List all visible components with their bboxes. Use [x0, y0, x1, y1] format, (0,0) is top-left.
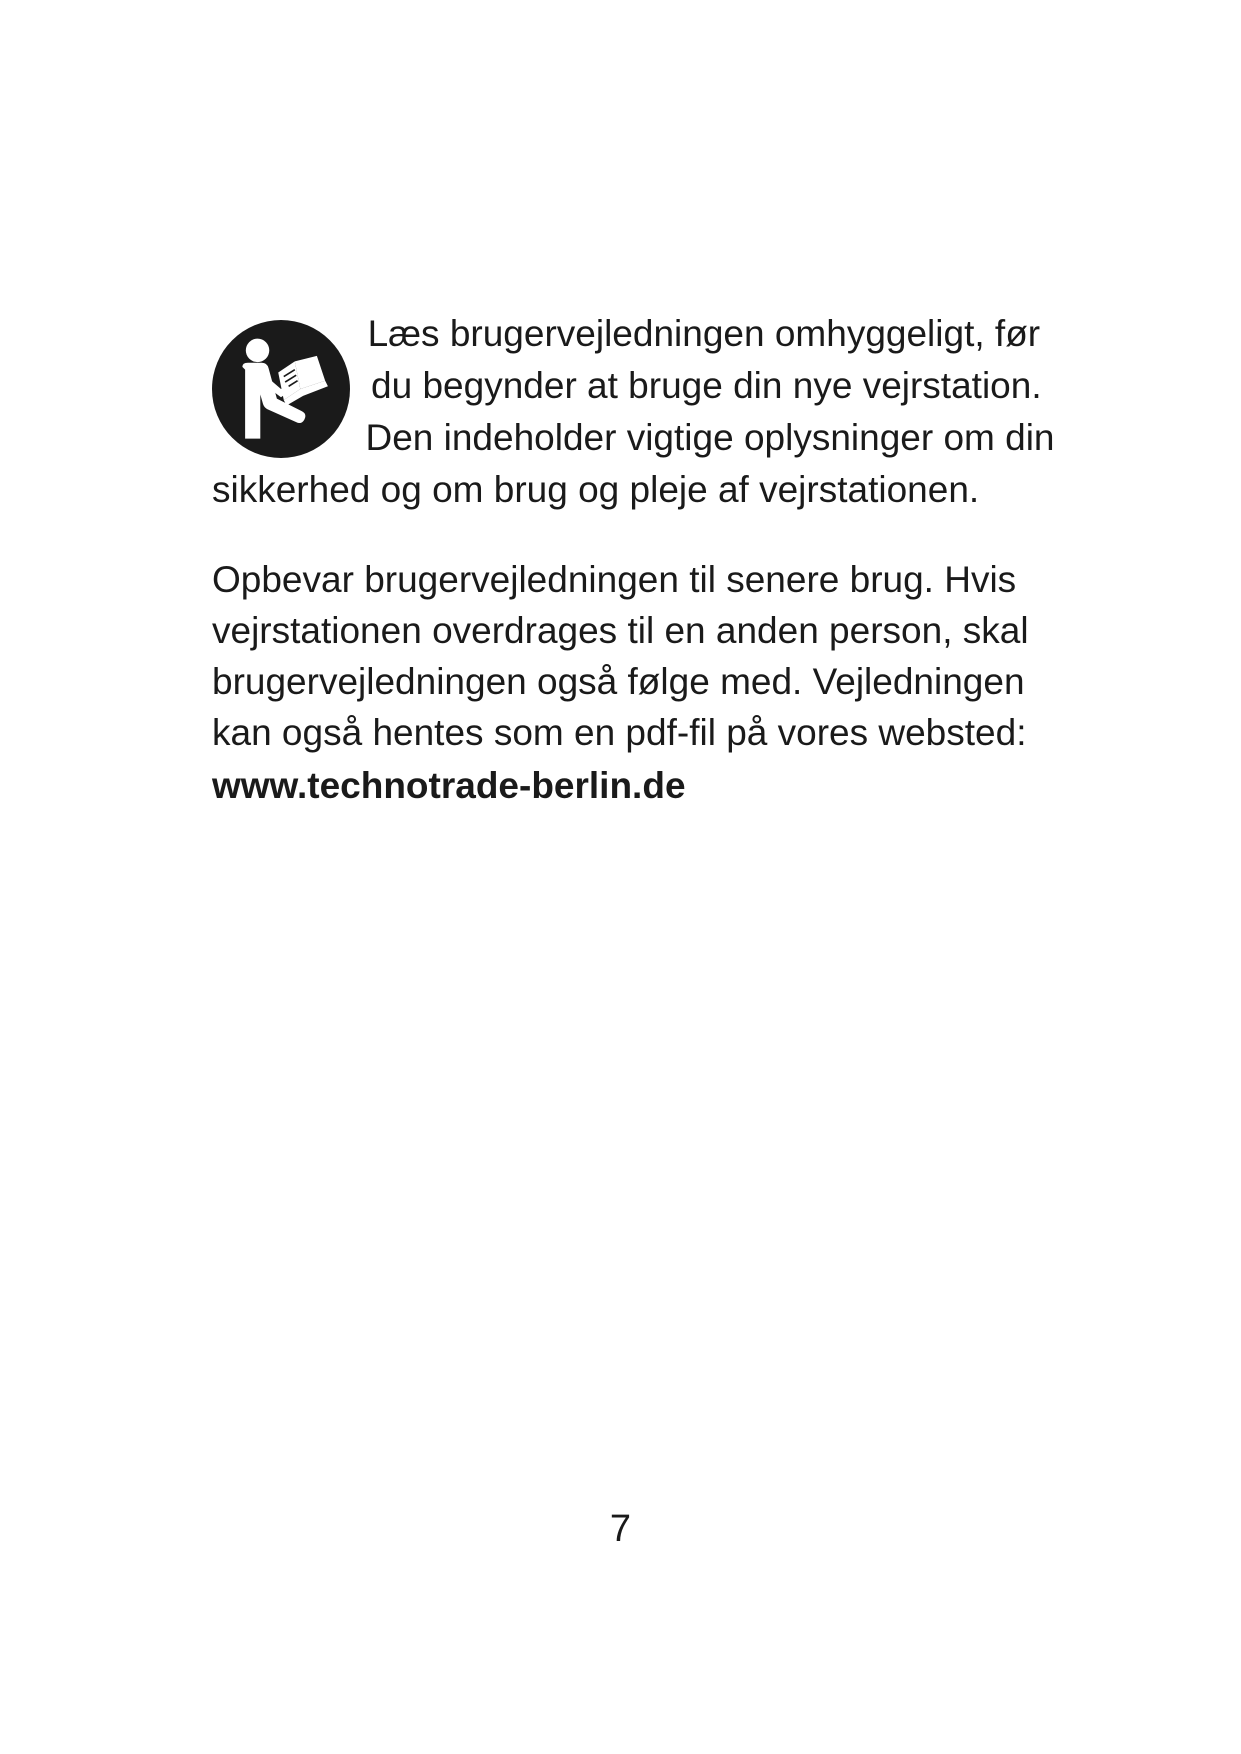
- page-number: 7: [609, 1508, 632, 1550]
- instructions-section: [212, 308, 1082, 811]
- storage-text: Opbevar brugervejledningen til senere brug. Hvis vejrstationen overdrages til en anden person, skal brugervejledningen også følge med. Vejledningen kan også hentes som en pdf-fil på vores websted:: [212, 559, 1029, 753]
- read-manual-icon: [212, 320, 350, 458]
- intro-paragraph: Læs brugervejledningen omhyggeligt, før du begynder at bruge din nye vejrstation. Den indeholder vigtige oplysninger om din sikkerhed og om brug og pleje af vejrstationen.: [212, 313, 1055, 510]
- storage-paragraph: [212, 554, 1082, 811]
- website-link[interactable]: www.technotrade-berlin.de: [212, 765, 686, 806]
